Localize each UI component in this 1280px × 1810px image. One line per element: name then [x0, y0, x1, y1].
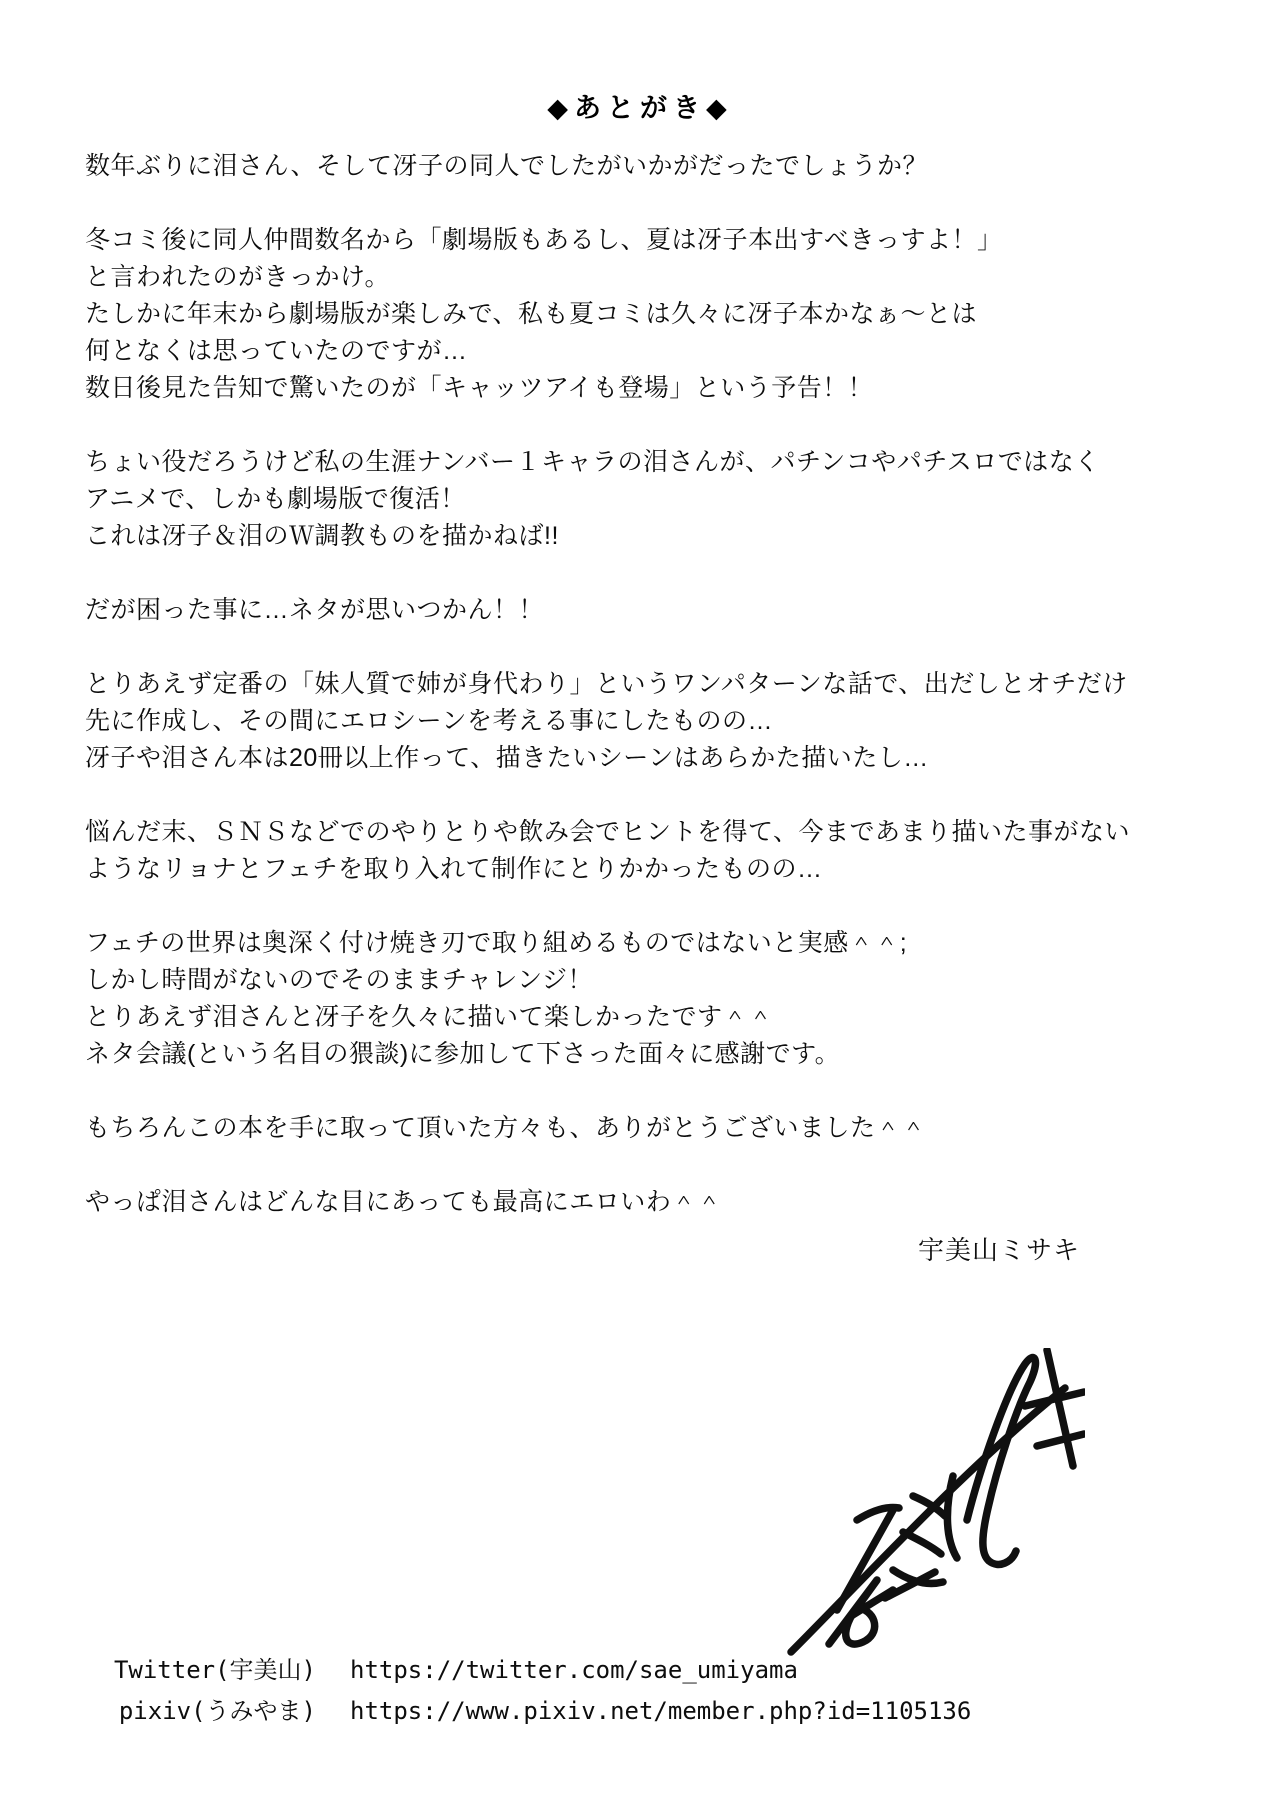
text-line: たしかに年末から劇場版が楽しみで、私も夏コミは久々に冴子本かなぁ～とは: [85, 300, 978, 328]
text-line: 何となくは思っていたのですが…: [85, 337, 468, 365]
text-line: これは冴子＆泪のＷ調教ものを描かねば!!: [85, 522, 559, 550]
social-links: [78, 1650, 971, 1732]
text-line: しかし時間がないのでそのままチャレンジ！: [85, 966, 594, 994]
page-title: ◆あとがき◆: [547, 93, 733, 124]
text-line: 数日後見た告知で驚いたのが「キャッツアイも登場」という予告！！: [85, 374, 874, 402]
text-line: 先に作成し、その間にエロシーンを考える事にしたものの…: [85, 707, 774, 735]
text-line: 悩んだ末、ＳＮＳなどでのやりとりや飲み会でヒントを得て、今まであまり描いた事がない: [85, 818, 1131, 846]
text-line: 冴子や泪さん本は20冊以上作って、描きたいシーンはあらかた描いたし…: [85, 744, 929, 772]
paragraph: [85, 814, 1250, 888]
text-line: 数年ぶりに泪さん、そして冴子の同人でしたがいかがだったでしょうか？: [85, 152, 929, 180]
text-line: フェチの世界は奥深く付け焼き刃で取り組めるものではないと実感＾＾;: [85, 929, 908, 957]
text-line: とりあえず泪さんと冴子を久々に描いて楽しかったです＾＾: [85, 1003, 774, 1031]
text-line: アニメで、しかも劇場版で復活！: [85, 485, 466, 513]
link-label: pixiv(うみやま): [118, 1697, 316, 1725]
link-url: https://twitter.com/sae_umiyama: [350, 1656, 798, 1684]
paragraph: [85, 592, 1250, 629]
signature-image: [785, 1348, 1085, 1660]
text-line: と言われたのがきっかけ。: [85, 263, 391, 291]
text-line: ネタ会議(という名目の猥談)に参加して下さった面々に感謝です。: [85, 1040, 841, 1068]
author-name: 宇美山ミサキ: [917, 1235, 1080, 1265]
text-line: 冬コミ後に同人仲間数名から「劇場版もあるし、夏は冴子本出すべきっすよ！」: [85, 226, 1003, 254]
link-row: [78, 1650, 971, 1691]
paragraph: [85, 148, 1250, 185]
paragraph: [85, 1184, 1250, 1221]
paragraph: [85, 666, 1250, 777]
link-label: Twitter(宇美山): [113, 1656, 316, 1684]
paragraph: [85, 925, 1250, 1073]
paragraph: [85, 444, 1250, 555]
afterword-body: [85, 148, 1250, 1221]
text-line: やっぱ泪さんはどんな目にあっても最高にエロいわ＾＾: [85, 1188, 723, 1216]
text-line: とりあえず定番の「妹人質で姉が身代わり」というワンパターンな話で、出だしとオチだけ: [85, 670, 1128, 698]
text-line: ちょい役だろうけど私の生涯ナンバー１キャラの泪さんが、パチンコやパチスロではなく: [85, 448, 1100, 476]
link-url: https://www.pixiv.net/member.php?id=1105136: [350, 1697, 972, 1725]
text-line: ようなリョナとフェチを取り入れて制作にとりかかったものの…: [85, 855, 823, 883]
text-line: だが困った事に…ネタが思いつかん！！: [85, 596, 545, 624]
paragraph: [85, 1110, 1250, 1147]
paragraph: [85, 222, 1250, 407]
link-row: [78, 1691, 971, 1732]
text-line: もちろんこの本を手に取って頂いた方々も、ありがとうございました＾＾: [85, 1114, 927, 1142]
